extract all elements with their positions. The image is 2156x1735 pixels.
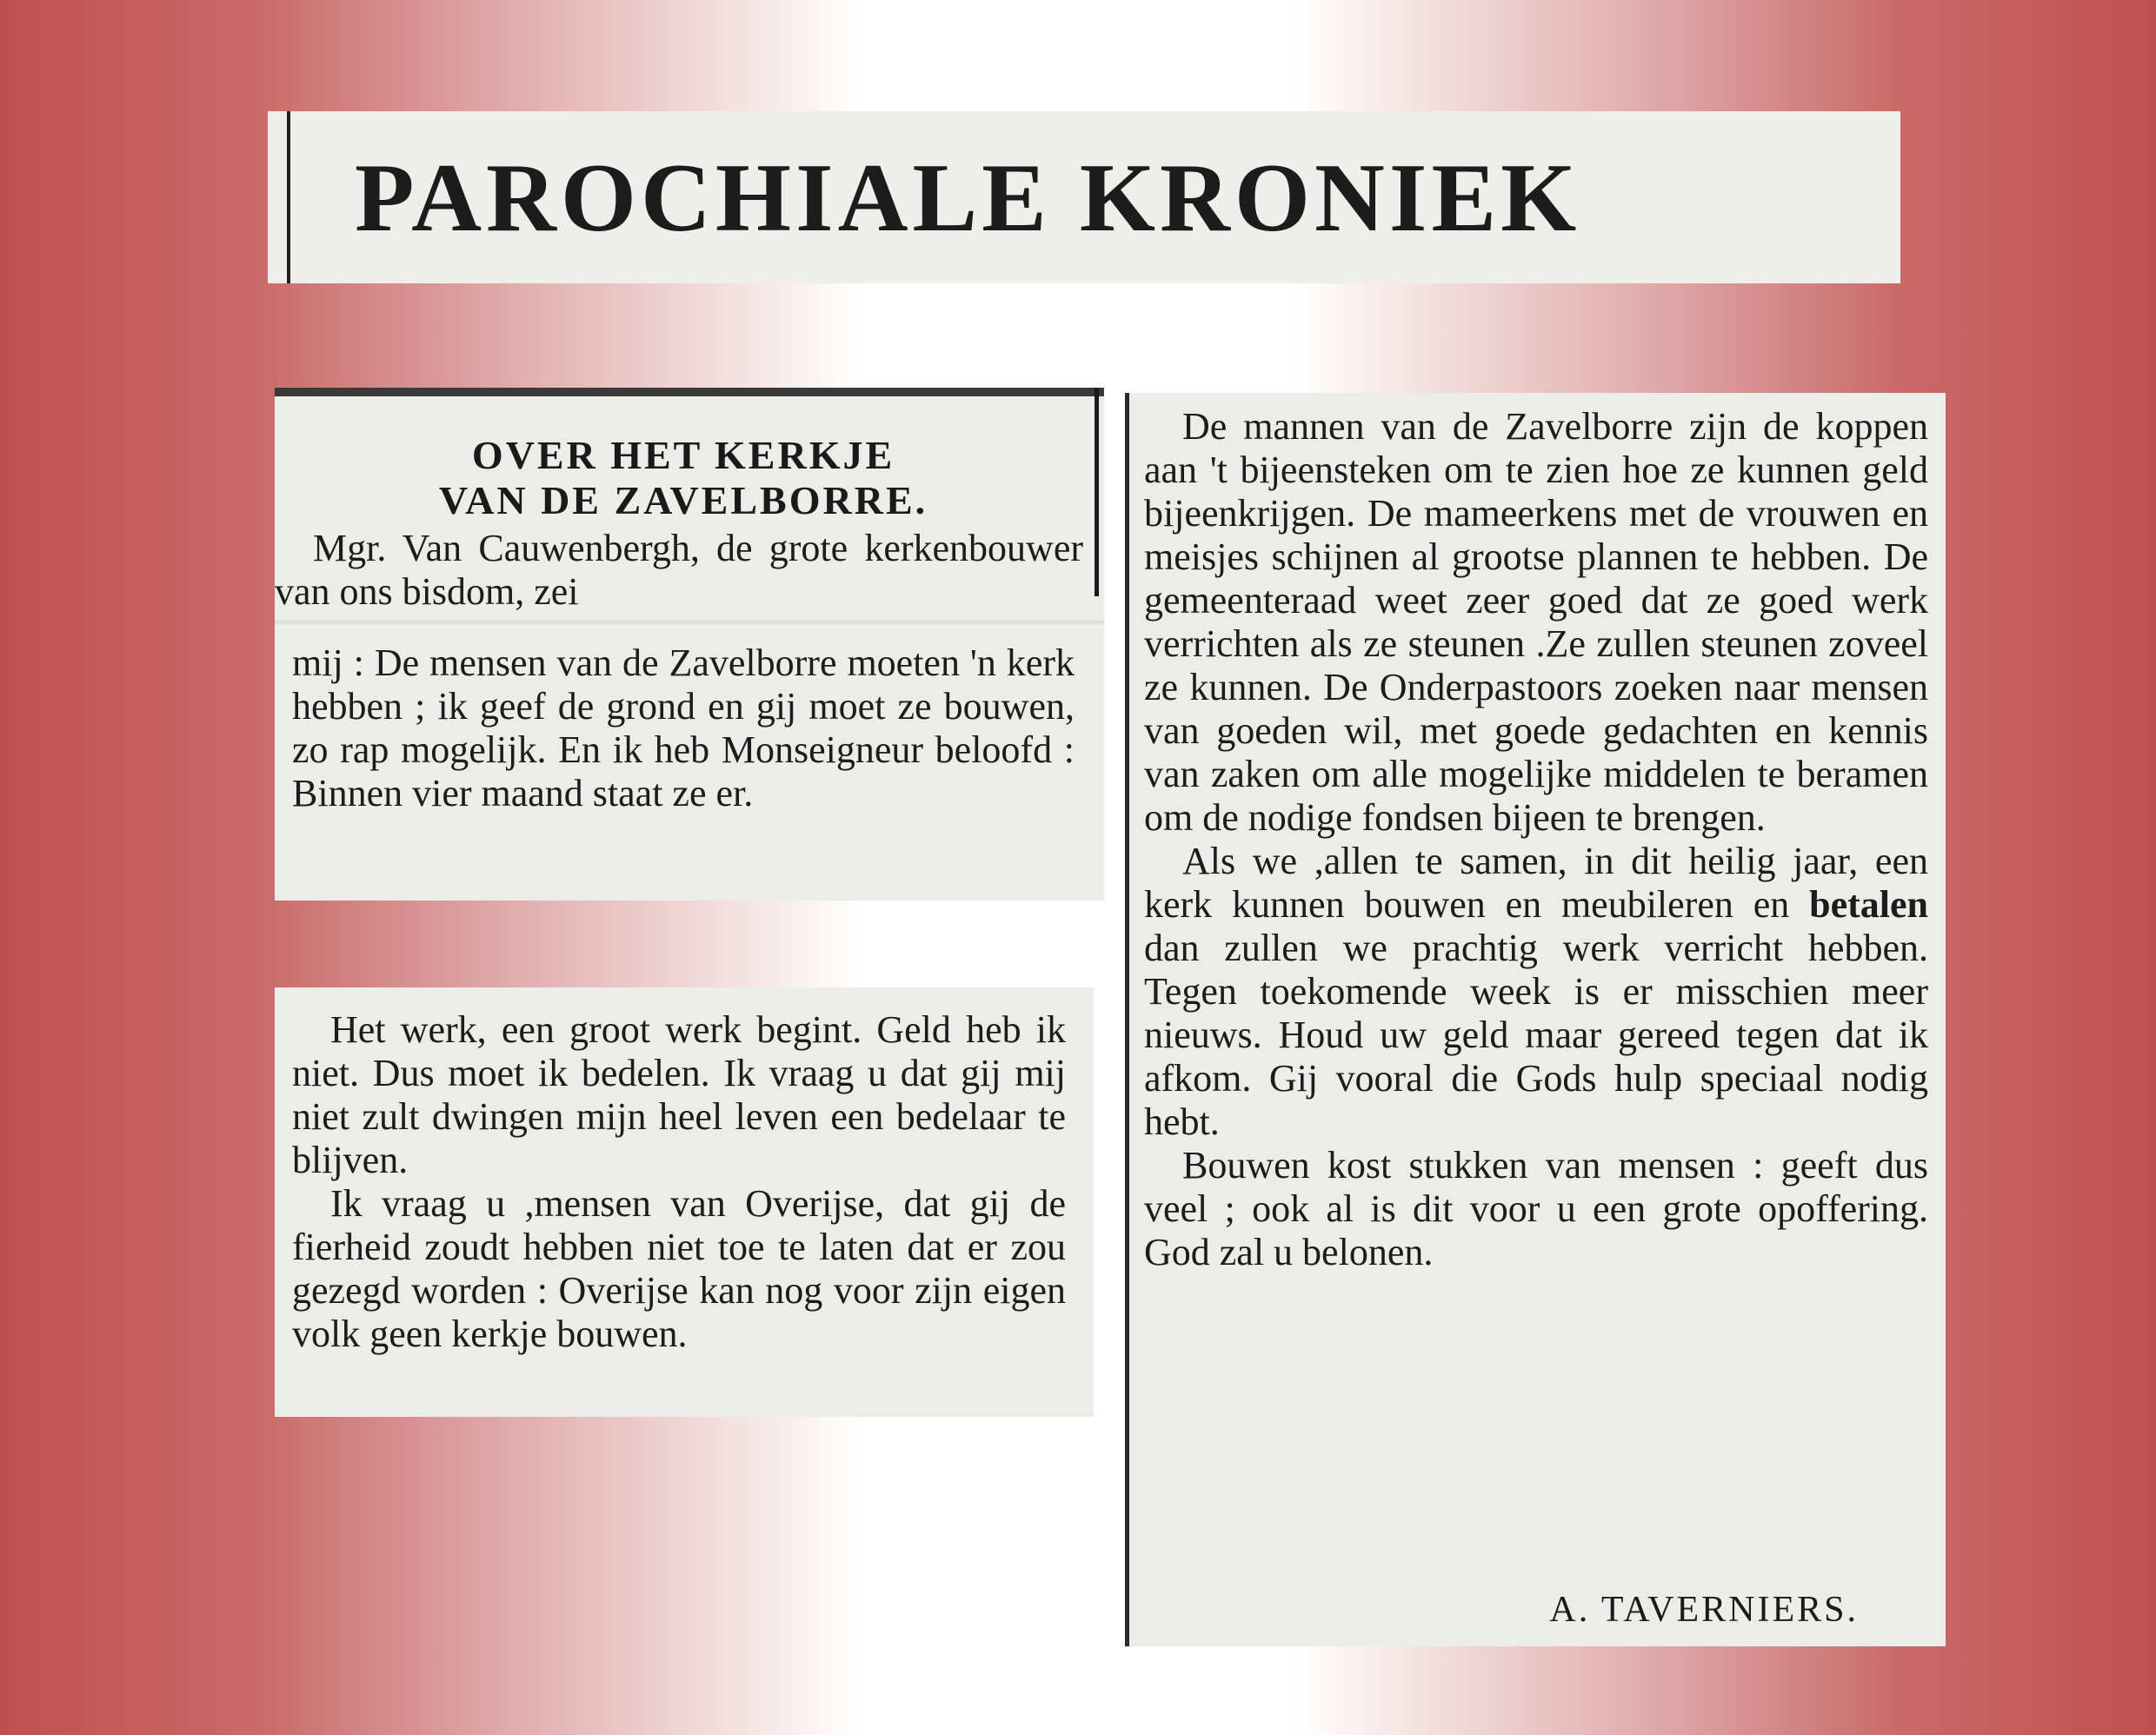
- article-clipping-intro: [275, 388, 1104, 901]
- page-title: PAROCHIALE KRONIEK: [355, 144, 1581, 252]
- paragraph-2-start: Als we ,allen te samen, in dit heilig jaar, een kerk kunnen bouwen en meubileren en: [1144, 840, 1928, 926]
- header-clipping: [268, 111, 1900, 283]
- intro-paragraph: [275, 527, 1083, 614]
- conclusion-paragraph-1: De mannen van de Zavelborre zijn de koppen aan 't bijeensteken om te zien hoe ze kunnen geld bijeenkrijgen. De mameerkens met de vrouwen en meisjes schijnen al grootse plannen te hebben. De gemeenteraad weet zeer goed dat ze goed werk verrichten als ze steunen .Ze zullen steunen zoveel ze kunnen. De Onderpastoors zoeken naar mensen van goeden wil, met goede gedachten en kennis van zaken om alle mogelijke middelen te beramen om de nodige fondsen bijeen te brengen.: [1144, 405, 1928, 839]
- intro-continuation-text: mij : De mensen van de Zavelborre moeten 'n kerk hebben ; ik geef de grond en gij moet ze bouwen, zo rap mogelijk. En ik heb Monseigneur beloofd : Binnen vier maand staat ze er.: [292, 641, 1075, 814]
- headline-line-1: OVER HET KERKJE: [471, 433, 895, 477]
- conclusion-body: [1144, 405, 1928, 1274]
- conclusion-paragraph-3: Bouwen kost stukken van mensen : geeft dus veel ; ook al is dit voor u een grote opoffering. God zal u belonen.: [1144, 1144, 1928, 1273]
- column-rule: [287, 111, 290, 283]
- paragraph-2-end: dan zullen we prachtig werk verricht hebben. Tegen toekomende week is er misschien meer nieuws. Houd uw geld maar gereed tegen dat ik afkom. Gij vooral die Gods hulp speciaal nodig hebt.: [1144, 927, 1928, 1143]
- headline-line-2: VAN DE ZAVELBORRE.: [438, 478, 928, 522]
- top-rule: [275, 388, 1104, 396]
- appeal-body: [292, 1008, 1066, 1356]
- emphasis-betalen: betalen: [1809, 883, 1928, 926]
- clipping-seam: [275, 621, 1104, 628]
- article-clipping-appeal: [275, 987, 1094, 1417]
- article-clipping-conclusion: [1125, 393, 1946, 1646]
- appeal-paragraph-1: Het werk, een groot werk begint. Geld heb ik niet. Dus moet ik bedelen. Ik vraag u dat gij mij niet zult dwingen mijn heel leven een bedelaar te blijven.: [292, 1008, 1066, 1181]
- column-rule: [1095, 388, 1099, 596]
- conclusion-paragraph-2: [1144, 840, 1928, 1144]
- intro-continuation: [292, 641, 1075, 815]
- intro-text: Mgr. Van Cauwenbergh, de grote kerkenbouwer van ons bisdom, zei: [275, 527, 1083, 613]
- appeal-paragraph-2: Ik vraag u ,mensen van Overijse, dat gij de fierheid zoudt hebben niet toe te laten dat er zou gezegd worden : Overijse kan nog voor zijn eigen volk geen kerkje bouwen.: [292, 1182, 1066, 1355]
- article-headline: [275, 433, 1092, 523]
- column-rule: [1125, 393, 1129, 1646]
- author-signature: A. TAVERNIERS.: [1549, 1590, 1859, 1630]
